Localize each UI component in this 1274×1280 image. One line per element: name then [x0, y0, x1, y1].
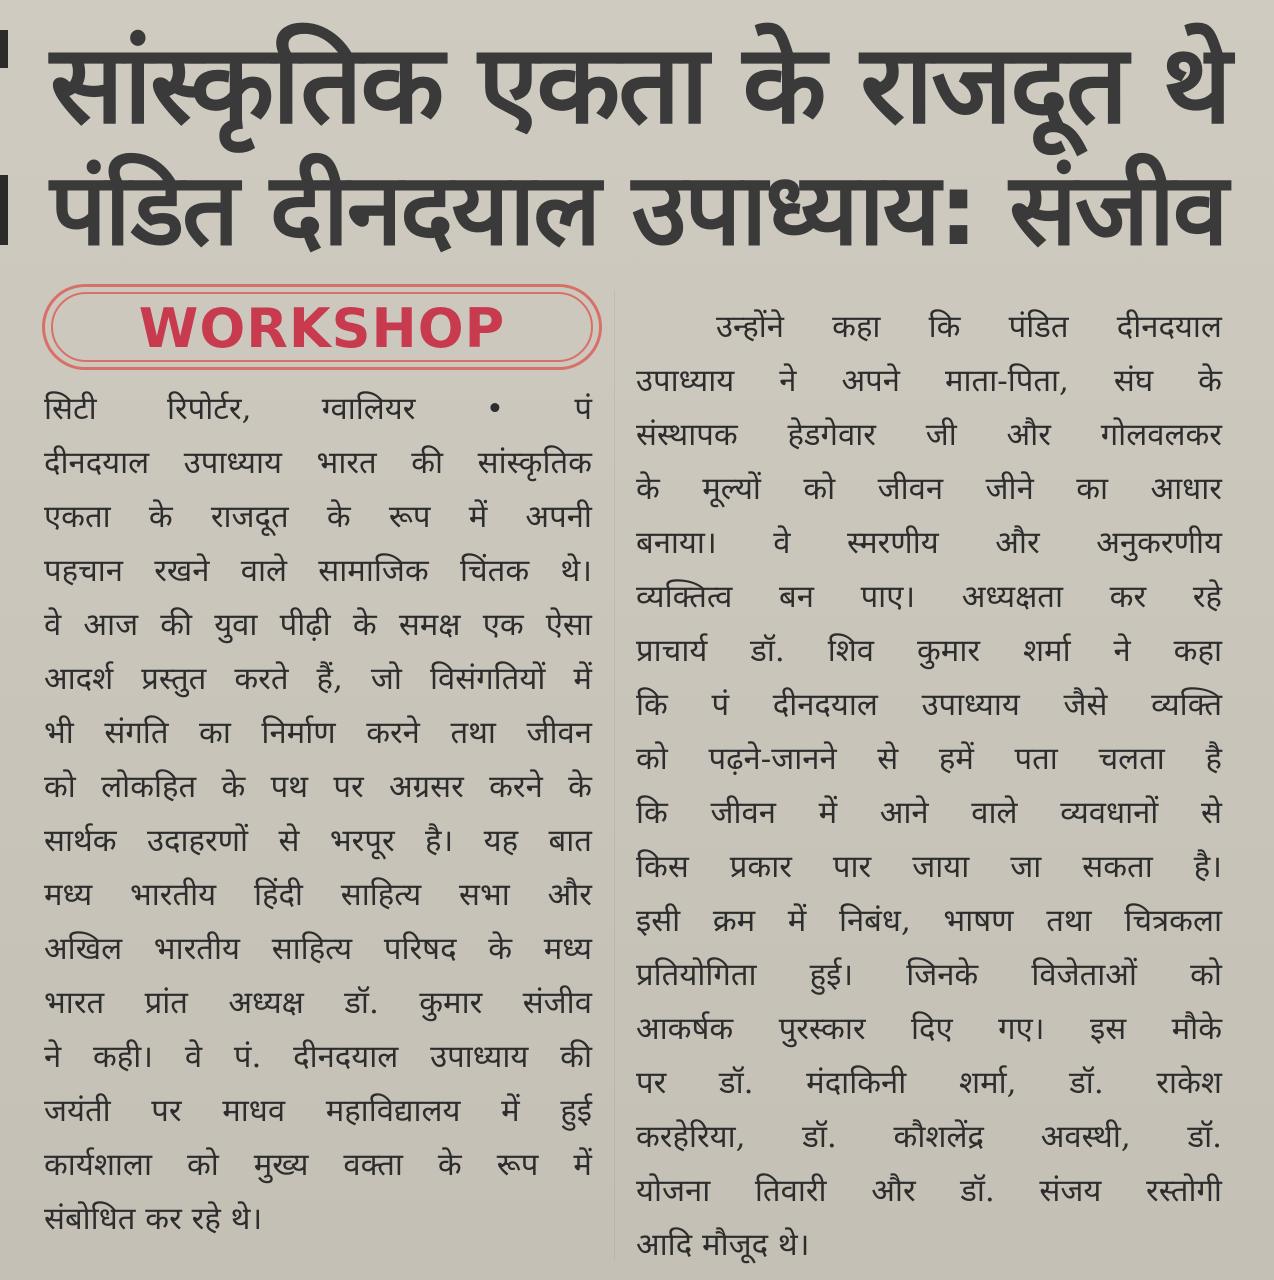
article-word: पथ — [270, 769, 309, 805]
article-line — [44, 922, 592, 976]
article-line — [44, 1084, 592, 1138]
headline-line-2: पंडित दीनदयाल उपाध्याय: संजीव — [50, 151, 1227, 268]
article-word: जीवन — [877, 471, 944, 507]
article-word: वाले — [971, 795, 1018, 831]
article-word: कि — [636, 687, 668, 723]
article-line — [44, 760, 592, 814]
article-word: है। — [1193, 849, 1222, 885]
article-word: वे — [44, 607, 62, 643]
article-word: तथा — [450, 715, 496, 751]
article-line: संबोधित कर रहे थे। — [44, 1201, 263, 1237]
article-word: ने — [1113, 633, 1131, 669]
article-line — [44, 490, 592, 544]
article-line — [636, 354, 1222, 408]
article-word: ऐसा — [545, 607, 592, 643]
article-word: वे — [773, 525, 791, 561]
article-word: कि — [636, 795, 668, 831]
article-word: हमें — [938, 741, 974, 777]
article-line — [636, 948, 1222, 1002]
article-word: अपने — [841, 363, 900, 399]
article-word: गए। — [998, 1011, 1045, 1047]
article-word: हुई — [560, 1093, 592, 1129]
article-word: जिनके — [906, 957, 979, 993]
article-word: अखिल — [44, 931, 123, 967]
edge-mark — [0, 175, 8, 245]
article-word: पीढ़ी — [279, 607, 331, 643]
article-word: प्रतियोगिता — [636, 957, 757, 993]
article-word: समक्ष — [398, 607, 461, 643]
article-line — [44, 598, 592, 652]
article-word: अपनी — [525, 499, 592, 535]
article-word: और — [547, 877, 592, 913]
article-word: रिपोर्टर, — [166, 391, 252, 427]
article-line — [636, 408, 1222, 462]
article-word: कुमार — [916, 633, 981, 669]
article-word: गोलवलकर — [1100, 417, 1222, 453]
article-word: ग्वालियर — [321, 391, 416, 427]
article-word: भारत — [44, 985, 105, 1021]
article-word: उपाध्याय — [636, 363, 735, 399]
article-word: जीवन — [710, 795, 776, 831]
article-word: पं — [711, 687, 730, 723]
article-word: संगति — [104, 715, 169, 751]
article-word: दीनदयाल — [1116, 309, 1222, 345]
article-word: में — [818, 795, 838, 831]
article-line — [636, 678, 1222, 732]
article-line — [636, 624, 1222, 678]
article-word: आदर्श — [44, 661, 114, 697]
article-word: निर्माण — [261, 715, 336, 751]
article-word: जैसे — [1063, 687, 1108, 723]
article-word: हुई। — [809, 957, 854, 993]
article-word: अवस्थी, — [1040, 1119, 1131, 1155]
article-word: इस — [1089, 1011, 1127, 1047]
article-word: उन्होंने — [716, 309, 784, 345]
article-line — [636, 1002, 1222, 1056]
article-word: प्रस्तुत — [141, 661, 207, 697]
article-line — [44, 544, 592, 598]
article-word: चित्रकला — [1124, 903, 1222, 939]
article-column-right — [636, 300, 1222, 1272]
article-word: और — [1006, 417, 1051, 453]
article-word: मंदाकिनी — [806, 1065, 907, 1101]
article-word: डॉ. — [1069, 1065, 1104, 1101]
article-word: संजीव — [522, 985, 592, 1021]
article-word: आने — [879, 795, 929, 831]
article-word: कौशलेंद्र — [893, 1119, 984, 1155]
article-word: शर्मा, — [958, 1065, 1017, 1101]
article-word: मौके — [1171, 1011, 1222, 1047]
article-line — [44, 1138, 592, 1192]
article-word: हिंदी — [253, 877, 303, 913]
article-word: अध्यक्षता — [961, 579, 1064, 615]
section-tag-badge — [42, 284, 602, 370]
article-word: जयंती — [44, 1093, 111, 1129]
article-word: मध्य — [543, 931, 592, 967]
article-line — [636, 894, 1222, 948]
article-line: आदि मौजूद थे। — [636, 1227, 810, 1263]
article-word: भारत — [316, 445, 377, 481]
edge-mark — [0, 30, 8, 68]
article-word: विजेताओं — [1031, 957, 1137, 993]
article-word: पं. — [233, 1039, 262, 1075]
article-word: भरपूर — [329, 823, 395, 859]
article-word: व्यक्ति — [1151, 687, 1222, 723]
article-word: आज — [83, 607, 139, 643]
article-word: प्राचार्य — [636, 633, 708, 669]
article-line — [44, 382, 592, 436]
article-word: वे — [184, 1039, 203, 1075]
article-word: में — [573, 1147, 592, 1183]
article-line — [636, 1164, 1222, 1218]
article-word: सार्थक — [44, 823, 117, 859]
article-word: इसी — [636, 903, 681, 939]
article-word: उपाध्याय — [921, 687, 1020, 723]
article-word: रहे — [1192, 579, 1222, 615]
article-word: के — [148, 499, 173, 535]
article-line — [636, 1056, 1222, 1110]
article-word: साहित्य — [340, 877, 422, 913]
article-word: प्रांत — [144, 985, 188, 1021]
article-word: भारतीय — [153, 931, 240, 967]
section-tag-label: WORKSHOP — [138, 297, 506, 360]
article-word: भारतीय — [129, 877, 217, 913]
article-word: दीनदयाल — [293, 1039, 399, 1075]
article-line — [636, 300, 1222, 354]
article-word: सामाजिक — [318, 553, 429, 589]
article-word: अध्यक्ष — [228, 985, 304, 1021]
article-word: सकता — [1082, 849, 1153, 885]
article-word: की — [411, 445, 444, 481]
article-word: आकर्षक — [636, 1011, 734, 1047]
article-word: पर — [636, 1065, 667, 1101]
article-word: मध्य — [44, 877, 93, 913]
article-word: राकेश — [1156, 1065, 1222, 1101]
article-word: साहित्य — [271, 931, 353, 967]
article-word: अग्रसर — [388, 769, 464, 805]
article-word: करते — [234, 661, 289, 697]
article-word: संस्थापक — [636, 417, 738, 453]
article-word: में — [468, 499, 488, 535]
article-word: आधार — [1150, 471, 1222, 507]
article-word: मुख्य — [253, 1147, 309, 1183]
article-word: बात — [548, 823, 592, 859]
article-word: रस्तोगी — [1146, 1173, 1222, 1209]
article-word: जो — [370, 661, 402, 697]
article-word: संजय — [1039, 1173, 1102, 1209]
article-word: ने — [44, 1039, 62, 1075]
article-word: पर — [151, 1093, 182, 1129]
article-word: उपाध्याय — [183, 445, 282, 481]
article-word: डॉ. — [960, 1173, 995, 1209]
article-word: दिए — [911, 1011, 953, 1047]
article-word: जीने — [985, 471, 1034, 507]
article-word: थे। — [560, 553, 592, 589]
article-word: बन — [779, 579, 814, 615]
article-word: के — [221, 769, 246, 805]
article-word: की — [560, 1039, 592, 1075]
article-word: रूप — [496, 1147, 539, 1183]
article-word: के — [352, 607, 377, 643]
article-word: के — [568, 769, 592, 805]
article-line — [44, 976, 592, 1030]
article-word: पर — [333, 769, 364, 805]
article-word: वक्ता — [343, 1147, 403, 1183]
article-word: तिवारी — [754, 1173, 827, 1209]
article-word: डॉ. — [344, 985, 379, 1021]
article-word: पं — [574, 391, 592, 427]
article-word: करहेरिया, — [636, 1119, 746, 1155]
article-word: सांस्कृतिक — [477, 445, 592, 481]
article-word: के — [437, 1147, 462, 1183]
article-line — [44, 652, 592, 706]
article-word: को — [803, 471, 836, 507]
article-line — [44, 814, 592, 868]
article-line — [44, 436, 592, 490]
article-line — [636, 786, 1222, 840]
article-word: • — [485, 391, 505, 427]
article-word: कही। — [93, 1039, 154, 1075]
article-word: डॉ. — [750, 633, 785, 669]
article-word: व्यवधानों — [1060, 795, 1159, 831]
article-word: यह — [483, 823, 519, 859]
article-line — [636, 516, 1222, 570]
article-word: और — [871, 1173, 916, 1209]
article-word: प्रकार — [729, 849, 792, 885]
article-word: अनुकरणीय — [1096, 525, 1222, 561]
article-word: परिषद — [383, 931, 457, 967]
article-word: से — [278, 823, 300, 859]
article-word: है। — [425, 823, 454, 859]
article-word: ने — [779, 363, 797, 399]
article-word: हैं, — [316, 661, 343, 697]
article-line — [636, 840, 1222, 894]
article-word: रखने — [154, 553, 210, 589]
article-word: की — [160, 607, 193, 643]
article-line — [636, 462, 1222, 516]
article-word: शिव — [827, 633, 875, 669]
article-word: पुरस्कार — [778, 1011, 866, 1047]
article-word: सिटी — [44, 391, 97, 427]
article-word: को — [636, 741, 668, 777]
article-word: वाले — [240, 553, 288, 589]
article-word: में — [501, 1093, 520, 1129]
article-word: तथा — [1046, 903, 1092, 939]
article-word: और — [995, 525, 1040, 561]
article-word: डॉ. — [1187, 1119, 1222, 1155]
article-word: डॉ. — [719, 1065, 754, 1101]
article-word: माता-पिता, — [944, 363, 1069, 399]
article-word: पार — [832, 849, 872, 885]
article-line — [636, 570, 1222, 624]
article-word: क्रम — [712, 903, 756, 939]
article-word: से — [1200, 795, 1222, 831]
article-word: चिंतक — [459, 553, 530, 589]
article-column-left — [44, 382, 592, 1246]
column-divider — [614, 290, 615, 1260]
article-word: युवा — [214, 607, 258, 643]
article-line — [44, 868, 592, 922]
article-word: कार्यशाला — [44, 1147, 152, 1183]
article-word: उपाध्याय — [430, 1039, 529, 1075]
article-word: के — [326, 499, 351, 535]
article-word: को — [1190, 957, 1222, 993]
article-line — [44, 706, 592, 760]
article-word: लोकहित — [101, 769, 197, 805]
article-word: एक — [482, 607, 524, 643]
article-word: राजदूत — [210, 499, 289, 535]
article-word: भी — [44, 715, 74, 751]
article-word: शर्मा — [1022, 633, 1071, 669]
article-word: स्मरणीय — [847, 525, 939, 561]
article-word: का — [199, 715, 231, 751]
article-word: बनाया। — [636, 525, 717, 561]
article-word: कर — [1109, 579, 1147, 615]
article-word: उदाहरणों — [147, 823, 249, 859]
article-word: किस — [636, 849, 689, 885]
article-word: रूप — [388, 499, 431, 535]
article-word: चलता — [1098, 741, 1165, 777]
article-word: कहा — [832, 309, 881, 345]
article-word: एकता — [44, 499, 111, 535]
article-word: पहचान — [44, 553, 123, 589]
article-word: डॉ. — [802, 1119, 837, 1155]
article-word: जी — [925, 417, 957, 453]
article-word: पता — [1014, 741, 1058, 777]
article-word: व्यक्तित्व — [636, 579, 733, 615]
article-word: निबंध, — [838, 903, 911, 939]
article-line — [636, 732, 1222, 786]
article-word: जाया — [912, 849, 970, 885]
article-word: कहा — [1173, 633, 1222, 669]
article-word: पढ़ने-जानने — [708, 741, 837, 777]
article-word: में — [787, 903, 807, 939]
article-word: करने — [489, 769, 543, 805]
article-word: माधव — [222, 1093, 286, 1129]
article-word: के — [1198, 363, 1222, 399]
article-word: कि — [928, 309, 961, 345]
article-line — [44, 1030, 592, 1084]
article-word: विसंगतियों — [429, 661, 546, 697]
article-word: है — [1205, 741, 1222, 777]
article-word: भाषण — [943, 903, 1014, 939]
article-word: कुमार — [419, 985, 483, 1021]
article-word: सभा — [459, 877, 510, 913]
article-word: पाए। — [860, 579, 916, 615]
article-word: के — [488, 931, 513, 967]
article-word: का — [1076, 471, 1109, 507]
article-word: जीवन — [526, 715, 592, 751]
article-word: संघ — [1113, 363, 1154, 399]
article-line — [636, 1110, 1222, 1164]
article-word: को — [186, 1147, 219, 1183]
article-word: जा — [1010, 849, 1042, 885]
article-word: करने — [366, 715, 420, 751]
article-word: मूल्यों — [702, 471, 761, 507]
article-word: में — [573, 661, 592, 697]
article-word: के — [636, 471, 660, 507]
article-word: पंडित — [1008, 309, 1069, 345]
article-word: से — [877, 741, 899, 777]
article-word: दीनदयाल — [44, 445, 150, 481]
article-word: योजना — [636, 1173, 711, 1209]
article-word: महाविद्यालय — [325, 1093, 461, 1129]
article-word: हेडगेवार — [787, 417, 876, 453]
headline-line-1: सांस्कृतिक एकता के राजदूत थे — [50, 21, 1230, 148]
article-word: को — [44, 769, 76, 805]
article-word: दीनदयाल — [772, 687, 878, 723]
